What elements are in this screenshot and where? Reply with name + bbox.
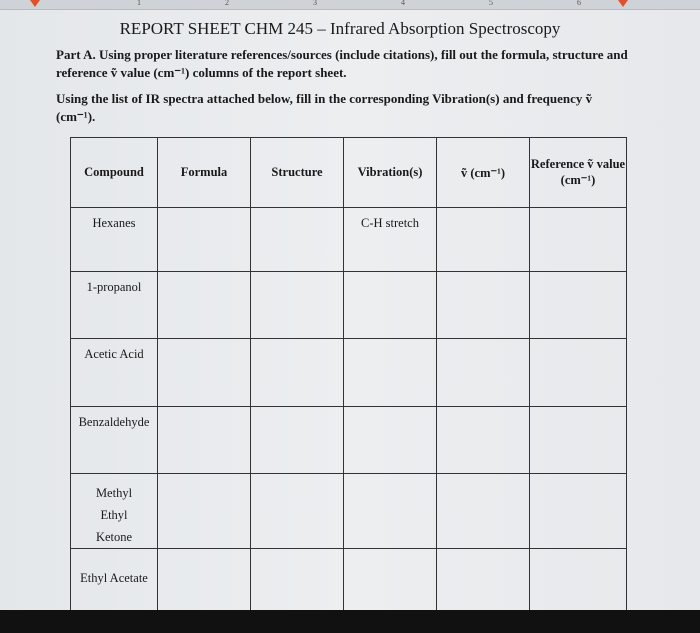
cell-reference[interactable] — [530, 549, 627, 614]
cell-formula[interactable] — [158, 549, 251, 614]
cell-compound[interactable]: 1-propanol — [71, 272, 158, 339]
ruler-tick: 5 — [489, 0, 493, 7]
cell-reference[interactable] — [530, 407, 627, 474]
cell-vibrations[interactable] — [344, 549, 437, 614]
cell-vibrations[interactable]: C-H stretch — [344, 208, 437, 272]
cell-frequency[interactable] — [437, 208, 530, 272]
screen-bottom-edge — [0, 610, 700, 633]
part-a-text: Part A. Using proper literature references/sources (include citations), fill out the formula, structure and reference ṽ value (cm⁻¹) columns of the report sheet. — [56, 47, 628, 80]
ruler-tick: 6 — [577, 0, 581, 7]
cell-compound[interactable]: Benzaldehyde — [71, 407, 158, 474]
cell-compound[interactable]: Methyl Ethyl Ketone — [71, 474, 158, 549]
header-formula: Formula — [158, 138, 251, 208]
instructions-text: Using the list of IR spectra attached below, fill in the corresponding Vibration(s) and frequency ṽ (cm⁻¹). — [56, 91, 593, 124]
cell-frequency[interactable] — [437, 339, 530, 407]
cell-frequency[interactable] — [437, 407, 530, 474]
cell-reference[interactable] — [530, 474, 627, 549]
header-reference: Reference ṽ value (cm⁻¹) — [530, 138, 627, 208]
right-indent-marker[interactable] — [618, 0, 628, 7]
table-row — [71, 474, 627, 549]
cell-compound[interactable]: Acetic Acid — [71, 339, 158, 407]
header-compound: Compound — [71, 138, 158, 208]
cell-structure[interactable] — [251, 407, 344, 474]
cell-reference[interactable] — [530, 208, 627, 272]
cell-structure[interactable] — [251, 339, 344, 407]
header-structure: Structure — [251, 138, 344, 208]
cell-formula[interactable] — [158, 407, 251, 474]
cell-reference[interactable] — [530, 339, 627, 407]
cell-reference[interactable] — [530, 272, 627, 339]
cell-compound[interactable]: Ethyl Acetate — [71, 549, 158, 614]
cell-compound[interactable]: Hexanes — [71, 208, 158, 272]
cell-formula[interactable] — [158, 339, 251, 407]
cell-frequency[interactable] — [437, 272, 530, 339]
cell-formula[interactable] — [158, 474, 251, 549]
cell-structure[interactable] — [251, 474, 344, 549]
cell-structure[interactable] — [251, 208, 344, 272]
table-row — [71, 272, 627, 339]
document-page — [0, 10, 700, 610]
header-vibrations: Vibration(s) — [344, 138, 437, 208]
left-indent-marker[interactable] — [30, 0, 40, 7]
table-row — [71, 407, 627, 474]
cell-formula[interactable] — [158, 208, 251, 272]
cell-frequency[interactable] — [437, 549, 530, 614]
cell-vibrations[interactable] — [344, 339, 437, 407]
table-row — [71, 208, 627, 272]
cell-structure[interactable] — [251, 272, 344, 339]
cell-structure[interactable] — [251, 549, 344, 614]
page-title: REPORT SHEET CHM 245 – Infrared Absorption Spectroscopy — [119, 19, 561, 38]
table-row — [71, 339, 627, 407]
header-frequency: ṽ (cm⁻¹) — [437, 138, 530, 208]
cell-formula[interactable] — [158, 272, 251, 339]
table-header-row — [71, 138, 627, 208]
cell-vibrations[interactable] — [344, 407, 437, 474]
cell-vibrations[interactable] — [344, 474, 437, 549]
cell-frequency[interactable] — [437, 474, 530, 549]
ruler-tick: 2 — [225, 0, 229, 7]
ruler-tick: 3 — [313, 0, 317, 7]
ruler-tick: 1 — [137, 0, 141, 7]
ruler[interactable] — [0, 0, 700, 10]
cell-vibrations[interactable] — [344, 272, 437, 339]
report-table — [70, 137, 627, 614]
table-row — [71, 549, 627, 614]
ruler-tick: 4 — [401, 0, 405, 7]
